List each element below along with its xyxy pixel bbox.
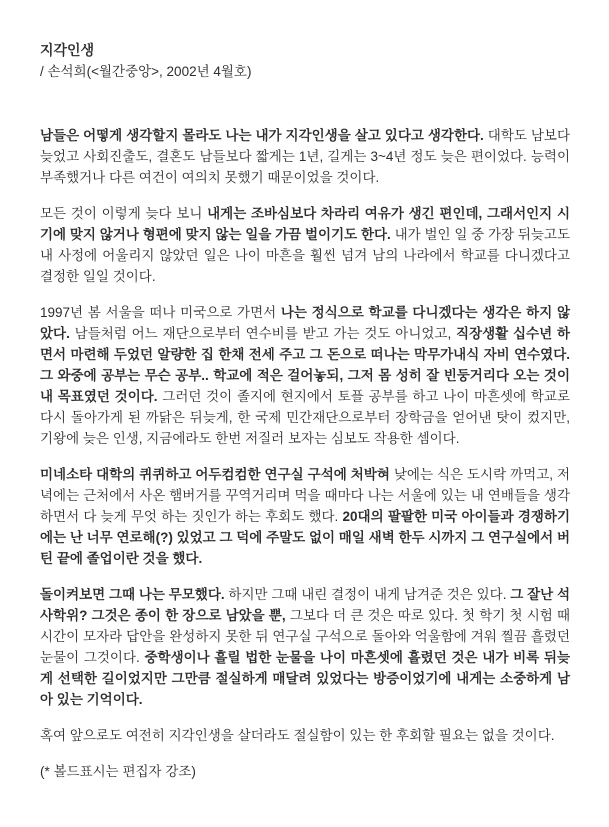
paragraph-6 <box>40 725 570 746</box>
text-run: 1997년 봄 서울을 떠나 미국으로 가면서 <box>40 305 281 320</box>
text-run: 모든 것이 이렇게 늦다 보니 <box>40 206 208 221</box>
text-run-bold: 돌이켜보면 그때 나는 무모했다. <box>40 587 225 602</box>
text-run-bold: 남들은 어떻게 생각할지 몰라도 나는 내가 지각인생을 살고 있다고 생각한다. <box>40 128 484 143</box>
paragraph-1 <box>40 125 570 188</box>
text-run-bold: 20대의 팔팔한 미국 아이들과 경쟁하기에는 난 너무 연로해(?) 있었고 그 덕에 주말도 없이 매일 새벽 한두 시까지 그 연구실에서 버틴 끝에 졸업이란 것을 했다. <box>40 509 571 566</box>
document-footnote <box>40 761 570 782</box>
text-run-bold: 직장생활 십수년 하면서 마련해 두었던 알량한 집 한채 전세 주고 그 돈으로 떠나는 막무가내식 자비 연수였다. 그 와중에 공부는 무슨 공부.. 학교에 적은 걸어놓되, 그저 몸 성히 잘 빈둥거리다 오는 것이 내 목표였던 것이다. <box>40 326 570 404</box>
text-run-bold: 미네소타 대학의 퀴퀴하고 어두컴컴한 연구실 구석에 처박혀 <box>40 467 390 482</box>
text-run: 하지만 그때 내린 결정이 내게 남겨준 것은 있다. <box>224 587 511 602</box>
document-byline: / 손석희(<월간중앙>, 2002년 4월호) <box>40 64 252 79</box>
paragraph-3 <box>40 302 570 449</box>
paragraph-5 <box>40 584 570 710</box>
text-run-bold: 내게는 조바심보다 차라리 여유가 생긴 편인데, 그래서인지 시기에 맞지 않거나 형편에 맞지 않는 일을 가끔 벌이기도 한다. <box>40 206 570 242</box>
text-run: 그보다 더 큰 것은 따로 있다. 첫 학기 첫 시험 때 시간이 모자라 답안을 완성하지 못한 뒤 연구실 구석으로 돌아와 억울함에 겨워 찔끔 흘렸던 눈물이 그것이다. <box>40 608 570 665</box>
text-run-bold: 중학생이나 흘릴 법한 눈물을 나이 마흔셋에 흘렸던 것은 내가 비록 뒤늦게 선택한 길이었지만 그만큼 절실하게 매달려 있었다는 방증이었기에 내게는 소중하게 남아 있는 기억이다. <box>40 650 570 707</box>
paragraph-4 <box>40 464 570 569</box>
text-run: 혹여 앞으로도 여전히 지각인생을 살더라도 절실함이 있는 한 후회할 필요는 없을 것이다. <box>40 728 555 743</box>
text-run: 그러던 것이 졸지에 현지에서 토플 공부를 하고 나이 마흔셋에 학교로 다시 돌아가게 된 까닭은 뒤늦게, 한 국제 민간재단으로부터 장학금을 얻어낸 탓이 컸지만, 기왕에 늦은 인생, 지금에라도 한번 저질러 보자는 심보도 작용한 셈이다. <box>40 389 570 446</box>
text-run: (* 볼드표시는 편집자 강조) <box>40 764 196 779</box>
document-title: 지각인생 <box>40 42 95 58</box>
text-run-bold: 그 잘난 석사학위? 그것은 종이 한 장으로 남았을 뿐, <box>40 587 570 623</box>
text-run: 남들처럼 어느 재단으로부터 연수비를 받고 가는 것도 아니었고, <box>69 326 457 341</box>
document-header <box>40 40 570 82</box>
paragraph-2 <box>40 203 570 287</box>
text-run-bold: 나는 정식으로 학교를 다니겠다는 생각은 하지 않았다. <box>40 305 570 341</box>
text-run: 대학도 남보다 늦었고 사회진출도, 결혼도 남들보다 짧게는 1년, 길게는 3~4년 정도 늦은 편이었다. 능력이 부족했거나 다른 여건이 여의치 못했기 때문이었을 것이다. <box>40 128 571 185</box>
text-run: 낮에는 식은 도시락 까먹고, 저녁에는 근처에서 사온 햄버거를 꾸역거리며 먹을 때마다 나는 서울에 있는 내 연배들을 생각하면서 다 늦게 무엇 하는 짓인가 하는 후회도 했다. <box>40 467 571 524</box>
text-run: 내가 벌인 일 중 가장 뒤늦고도 내 사정에 어울리지 않았던 일은 나이 마흔을 훨씬 넘겨 남의 나라에서 학교를 다니겠다고 결정한 일일 것이다. <box>40 227 570 284</box>
